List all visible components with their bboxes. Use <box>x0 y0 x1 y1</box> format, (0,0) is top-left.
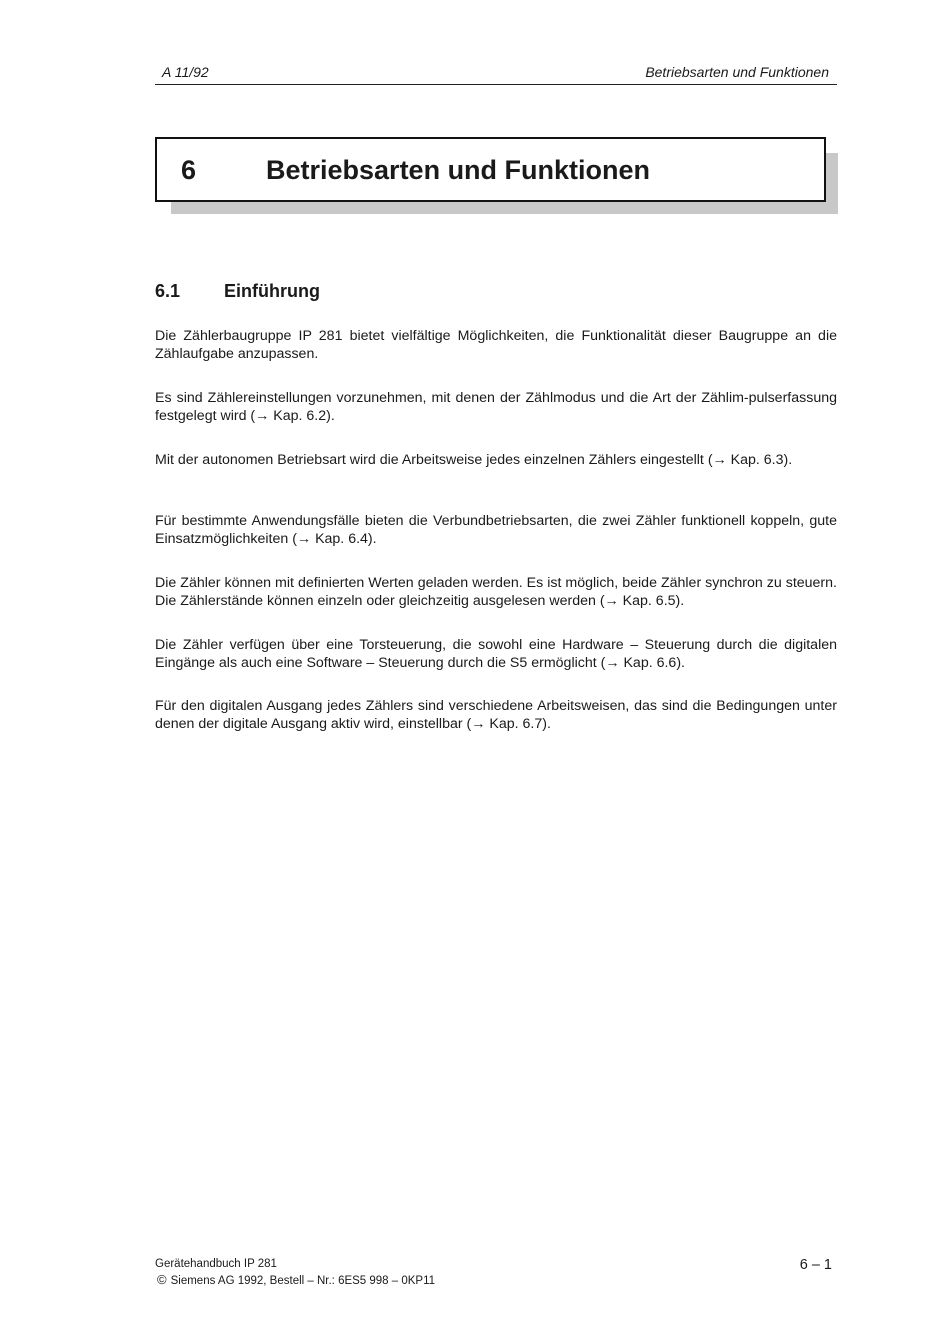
body-paragraph: Für den digitalen Ausgang jedes Zählers sind verschiedene Arbeitsweisen, das sind die Bedingungen unter denen der digitale Ausgang aktiv wird, einstellbar (→ Kap. 6.7). <box>155 698 837 732</box>
body-paragraph: Für bestimmte Anwendungsfälle bieten die Verbundbetriebsarten, die zwei Zähler funktionell koppeln, gute Einsatzmöglichkeiten (→ Kap. 6.4). <box>155 513 837 547</box>
body-paragraph: Die Zähler können mit definierten Werten geladen werden. Es ist möglich, beide Zähler synchron zu steuern. Die Zählerstände können einzeln oder gleichzeitig ausgelesen werden (→ Kap. 6.5). <box>155 575 837 609</box>
copyright-icon: © <box>157 1272 167 1287</box>
page-header <box>155 62 837 85</box>
page-footer <box>155 1256 435 1289</box>
chapter-number: 6 <box>181 155 197 185</box>
chapter-title: Betriebsarten und Funktionen <box>266 155 651 185</box>
copyright-text: Siemens AG 1992, Bestell – Nr.: 6ES5 998 – 0KP11 <box>170 1275 436 1287</box>
running-title: Betriebsarten und Funktionen <box>645 64 829 80</box>
body-paragraph: Es sind Zählereinstellungen vorzunehmen, mit denen der Zählmodus und die Art der Zählim-pulserfassung festgelegt wird (→ Kap. 6.2). <box>155 390 837 424</box>
body-paragraph: Mit der autonomen Betriebsart wird die Arbeitsweise jedes einzelnen Zählers eingestellt (→ Kap. 6.3). <box>155 452 793 468</box>
body-paragraph: Die Zählerbaugruppe IP 281 bietet vielfältige Möglichkeiten, die Funktionalität dieser Baugruppe an die Zählaufgabe anzupassen. <box>155 328 837 362</box>
section-title: Einführung <box>224 281 320 301</box>
section-heading <box>155 280 320 302</box>
copyright-line <box>157 1272 435 1289</box>
manual-title: Gerätehandbuch IP 281 <box>155 1258 277 1270</box>
chapter-title-box <box>155 137 826 202</box>
document-version: A 11/92 <box>162 64 209 80</box>
body-paragraph: Die Zähler verfügen über eine Torsteuerung, die sowohl eine Hardware – Steuerung durch die digitalen Eingänge als auch eine Software – Steuerung durch die S5 ermöglicht (→ Kap. 6.6). <box>155 637 837 671</box>
section-number: 6.1 <box>155 281 181 301</box>
page-number: 6 – 1 <box>799 1257 832 1273</box>
